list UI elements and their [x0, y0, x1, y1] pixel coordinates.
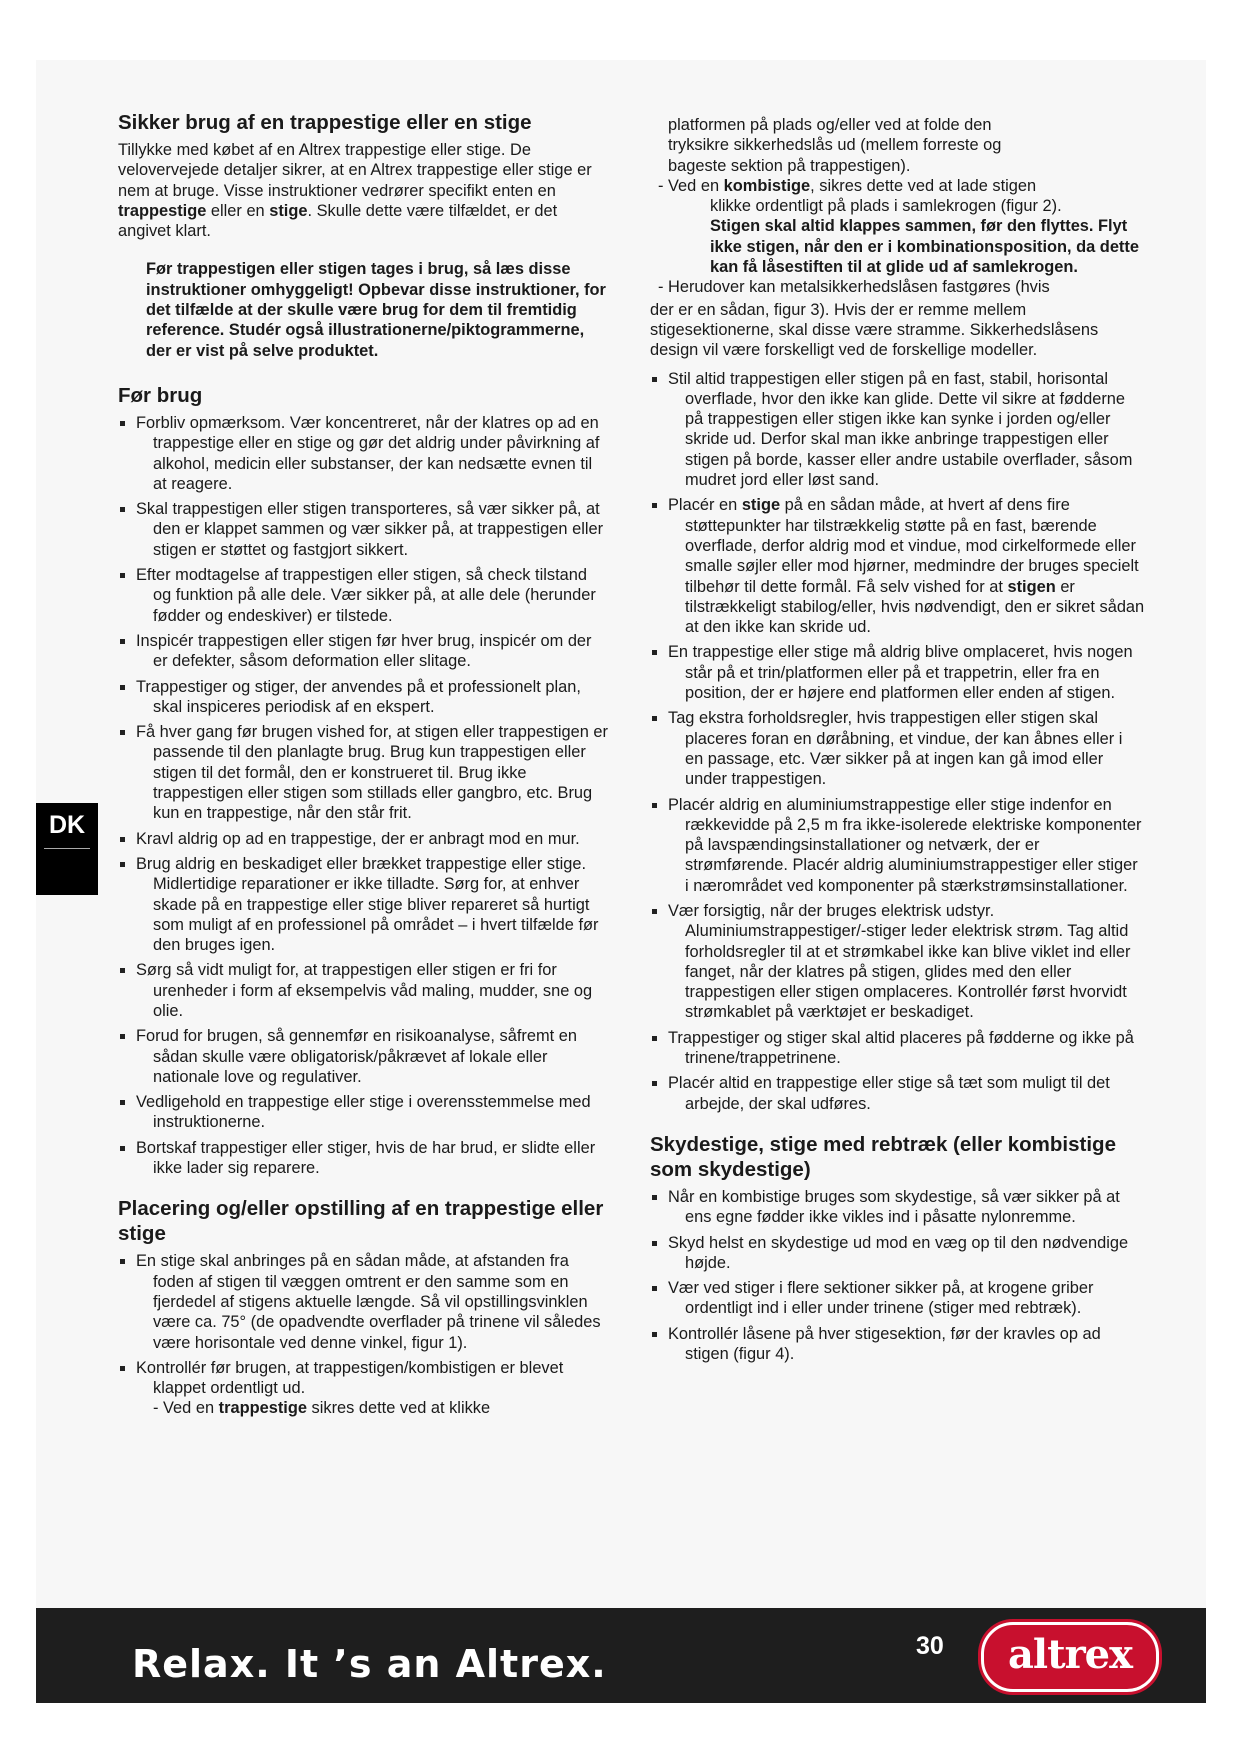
list-item: Få hver gang før brugen vished for, at stigen eller trappestigen er passende til den planlagte brug. Brug kun trappestigen eller stigen til det formål, den er konstrueret til. Brug ikke trappestigen eller stigen som stillads eller gangbro, etc. Brug kun en trappestige, når den står frit. — [118, 722, 608, 823]
list-item: Vær ved stiger i flere sektioner sikker på, at krogene griber ordentligt ind i eller under trinene (stiger med rebtræk). — [650, 1278, 1145, 1319]
language-tab — [36, 803, 98, 895]
altrex-logo — [981, 1622, 1159, 1692]
intro-paragraph: Tillykke med købet af en Altrex trappestige eller stige. De velovervejede detaljer sikrer, at en Altrex trappestige eller stige er nem at bruge. Visse instruktioner vedrører specifikt enten en trappestige eller en stige. Skulle dette være tilfældet, er det angivet klart. — [118, 141, 592, 241]
list-item: Efter modtagelse af trappestigen eller stigen, så check tilstand og funktion på alle dele. Vær sikker på, at alle dele (herunder fødder og endeskiver) er tilstede. — [118, 565, 608, 626]
right-column — [650, 115, 1145, 1382]
language-tab-divider — [44, 848, 90, 849]
kombistige-warning: Stigen skal altid klappes sammen, før den flyttes. Flyt ikke stigen, når den er i kombinationsposition, da dette kan få låsestiften til at glide ud af samlekrogen. — [710, 217, 1139, 277]
list-item: Kontrollér låsene på hver stigesektion, før der kravles op ad stigen (figur 4). — [650, 1324, 1145, 1365]
list-item: Stil altid trappestigen eller stigen på en fast, stabil, horisontal overflade, hvor den ikke kan glide. Dette vil sikre at fødderne på trappestigen eller stigen ikke kan synke i jorden og/eller skride ud. Derfor skal man ikke anbringe trappestigen eller stigen på borde, kasser eller andre ustabile overflader, såsom mudret jord eller løst sand. — [650, 369, 1145, 491]
list-item: Skal trappestigen eller stigen transporteres, så vær sikker på, at den er klappet sammen og vær sikker på, at trappestigen eller stigen er støttet og fastgjort sikkert. — [118, 499, 608, 560]
extension-ladder-list — [650, 1187, 1145, 1364]
left-column — [118, 110, 608, 1419]
footer-bar — [36, 1608, 1206, 1703]
placement-list-continued — [650, 369, 1145, 1114]
language-tab-label: DK — [48, 811, 86, 839]
sub-item-herudover: - Herudover kan metalsikkerhedslåsen fastgøres (hvis — [658, 278, 1050, 297]
footer-slogan: Relax. It ’s an Altrex. — [132, 1642, 607, 1686]
section-heading-safe-use: Sikker brug af en trappestige eller en stige — [118, 111, 532, 134]
kombistige-continued: klikke ordentligt på plads i samlekrogen (figur 2). — [710, 197, 1062, 216]
continued-line: platformen på plads og/eller ved at folde den — [668, 116, 992, 134]
page-number: 30 — [916, 1632, 944, 1660]
section-heading-extension-ladder: Skydestige, stige med rebtræk (eller kombistige som skydestige) — [650, 1132, 1116, 1181]
list-item: Vedligehold en trappestige eller stige i overensstemmelse med instruktionerne. — [118, 1092, 608, 1133]
warning-paragraph: Før trappestigen eller stigen tages i brug, så læs disse instruktioner omhyggeligt! Opbevar disse instruktioner, for det tilfælde at der skulle være brug for dem til fremtidig reference. Studér også illustrationerne/piktogrammerne, der er vist på selve produktet. — [146, 260, 606, 360]
herudover-continued: der er en sådan, figur 3). Hvis der er remme mellem stigesektionerne, skal disse være stramme. Sikkerhedslåsens design vil være forskelligt ved de forskellige modeller. — [650, 300, 1099, 360]
altrex-logo-text: altrex — [1008, 1631, 1132, 1678]
list-item: Placér en stige på en sådan måde, at hvert af dens fire støttepunkter har tilstrækkelig støtte på en fast, bærende overflade, derfor aldrig mod et vindue, mod cirkelformede eller smalle søjler eller mod hjørner, medmindre der bruges specielt tilbehør til dette formål. Få selv vished for at stigen er tilstrækkeligt stabilog/eller, hvis nødvendigt, den er sikret sådan at den ikke kan skride ud. — [650, 495, 1145, 637]
list-item: En stige skal anbringes på en sådan måde, at afstanden fra foden af stigen til væggen omtrent er den samme som en fjerdedel af stigens aktuelle længde. Så vil opstillingsvinklen være ca. 75° (de opadvendte overflader på trinene vil således være horisontale ved denne vinkel, figur 1). — [118, 1251, 608, 1352]
list-item: Skyd helst en skydestige ud mod en væg op til den nødvendige højde. — [650, 1233, 1145, 1274]
sub-item-trappestige: - Ved en trappestige sikres dette ved at klikke — [153, 1399, 491, 1418]
list-item: En trappestige eller stige må aldrig blive omplaceret, hvis nogen står på et trin/platformen eller på et trappetrin, eller fra en position, der er højere end platformen eller enden af stigen. — [650, 642, 1145, 703]
section-heading-placement: Placering og/eller opstilling af en trappestige eller stige — [118, 1197, 604, 1246]
list-item: Når en kombistige bruges som skydestige, så vær sikker på at ens egne fødder ikke vikles ind i påsatte nylonremme. — [650, 1187, 1145, 1228]
continued-line: bageste sektion på trappestigen). — [668, 156, 911, 175]
list-item: Kravl aldrig op ad en trappestige, der er anbragt mod en mur. — [118, 829, 608, 849]
list-item: Bortskaf trappestiger eller stiger, hvis de har brud, er slidte eller ikke lader sig reparere. — [118, 1138, 608, 1179]
list-item: Forud for brugen, så gennemfør en risikoanalyse, såfremt en sådan skulle være obligatorisk/påkrævet af lokale eller nationale love og regulativer. — [118, 1026, 608, 1087]
list-item: Trappestiger og stiger, der anvendes på et professionelt plan, skal inspiceres periodisk af en ekspert. — [118, 677, 608, 718]
before-use-list — [118, 413, 608, 1178]
list-item: Placér altid en trappestige eller stige så tæt som muligt til det arbejde, der skal udføres. — [650, 1073, 1145, 1114]
list-item: Tag ekstra forholdsregler, hvis trappestigen eller stigen skal placeres foran en døråbning, et vindue, der kan åbnes eller i en passage, etc. Vær sikker på at ingen kan gå imod eller under trappestigen. — [650, 708, 1145, 789]
sub-item-kombistige: - Ved en kombistige, sikres dette ved at lade stigen — [658, 176, 1037, 195]
section-heading-before-use: Før brug — [118, 383, 203, 407]
list-item: Sørg så vidt muligt for, at trappestigen eller stigen er fri for urenheder i form af eksempelvis våd maling, mudder, sne og olie. — [118, 960, 608, 1021]
placement-list — [118, 1251, 608, 1398]
list-item: Vær forsigtig, når der bruges elektrisk udstyr. Aluminiumstrappestiger/-stiger leder elektrisk strøm. Tag altid forholdsregler til at et strømkabel ikke kan blive viklet ind eller fanget, når der klatres på stigen, glides med den eller trappestigen eller stigen omplaceres. Kontrollér først hvorvidt strømkablet på værktøjet er beskadiget. — [650, 901, 1145, 1023]
continued-line: tryksikre sikkerhedslås ud (mellem forreste og — [668, 136, 1002, 155]
list-item: Inspicér trappestigen eller stigen før hver brug, inspicér om der er defekter, såsom deformation eller slitage. — [118, 631, 608, 672]
list-item: Kontrollér før brugen, at trappestigen/kombistigen er blevet klappet ordentligt ud. — [118, 1358, 608, 1399]
list-item: Placér aldrig en aluminiumstrappestige eller stige indenfor en rækkevidde på 2,5 m fra ikke-isolerede elektriske komponenter på lavspændingsinstallationer og netværk, der er strømførende. Placér aldrig aluminiumstrappestiger eller stiger i nærområdet ved komponenter på stærkstrømsinstallationer. — [650, 795, 1145, 896]
list-item: Brug aldrig en beskadiget eller brækket trappestige eller stige. Midlertidige reparationer er ikke tilladte. Sørg for, at enhver skade på en trappestige eller stige bliver repareret så hurtigt som muligt af en professionel på området – i hvert tilfælde før den bruges igen. — [118, 854, 608, 955]
list-item: Forbliv opmærksom. Vær koncentreret, når der klatres op ad en trappestige eller en stige og gør det aldrig under påvirkning af alkohol, medicin eller substanser, der kan nedsætte evnen til at reagere. — [118, 413, 608, 494]
list-item: Trappestiger og stiger skal altid placeres på fødderne og ikke på trinene/trappetrinene. — [650, 1028, 1145, 1069]
